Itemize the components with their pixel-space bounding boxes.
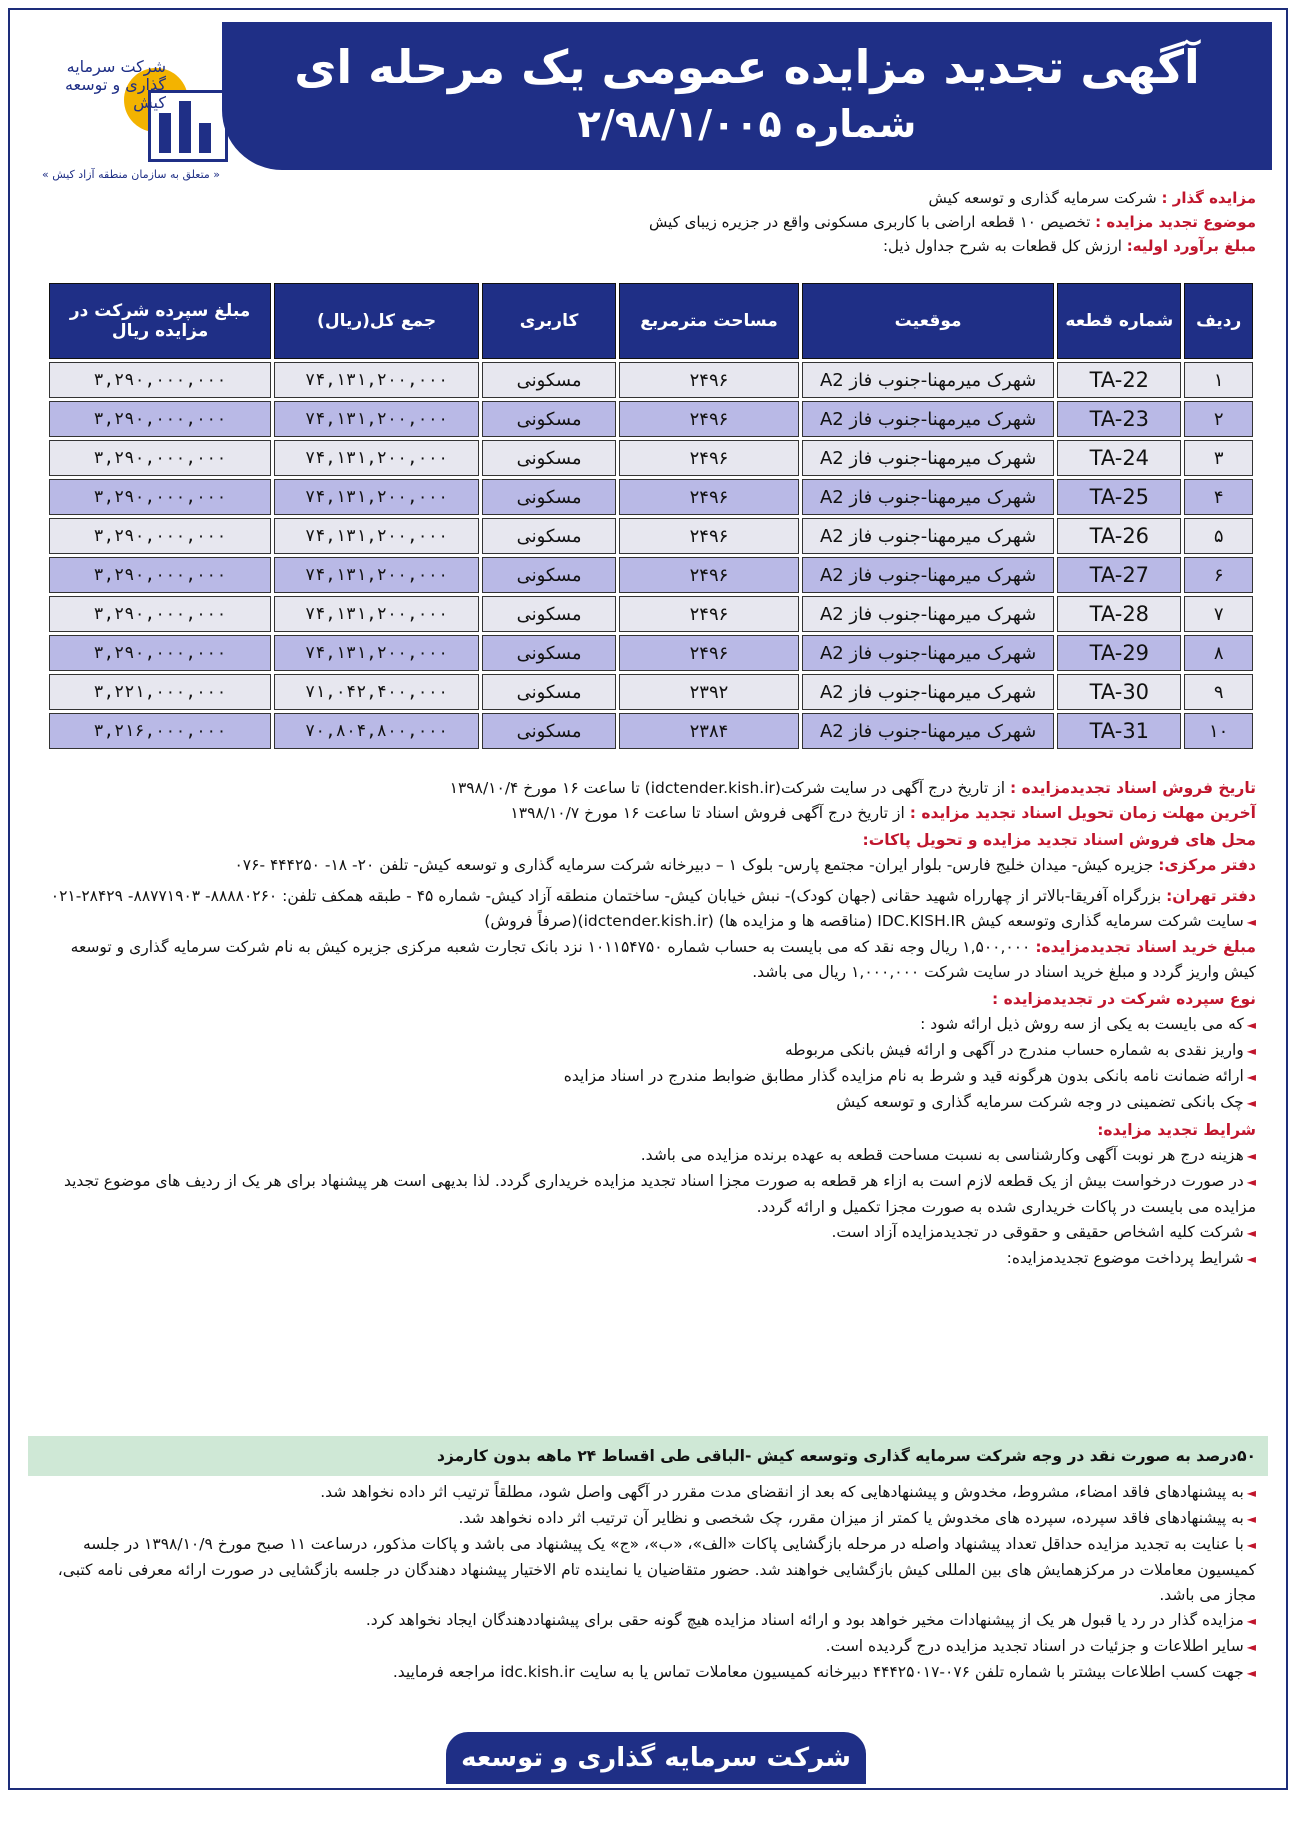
table-row	[49, 674, 1253, 710]
cell-area: ۲۴۹۶	[619, 401, 799, 437]
notice-title: آگهی تجدید مزایده عمومی یک مرحله ای	[294, 40, 1200, 94]
deposit-item: ◄ که می بایست به یکی از سه روش ذیل ارائه شود :	[40, 1012, 1256, 1038]
cell-usage: مسکونی	[482, 557, 616, 593]
payment-terms-band: ۵۰درصد به صورت نقد در وجه شرکت سرمایه گذاری وتوسعه کیش -الباقی طی اقساط ۲۴ ماهه بدون کارمزد	[28, 1436, 1268, 1476]
details-block	[40, 776, 1256, 1272]
cell-location: شهرک میرمهنا-جنوب فاز A2	[802, 557, 1054, 593]
table-row	[49, 518, 1253, 554]
deposit-heading: نوع سپرده شرکت در تجدیدمزایده :	[992, 990, 1256, 1008]
tehran-office-label: دفتر تهران:	[1166, 887, 1256, 905]
cell-usage: مسکونی	[482, 713, 616, 749]
rule-item: ◄ مزایده گذار در رد یا قبول هر یک از پیشنهادات مخیر خواهد بود و ارائه اسناد مزایده هیچ گونه حقی برای پیشنهاددهندگان ایجاد نخواهد کرد.	[40, 1608, 1256, 1634]
col-deposit: مبلغ سپرده شرکت در مزایده ریال	[49, 283, 271, 359]
cell-deposit: ۳,۲۹۰,۰۰۰,۰۰۰	[49, 440, 271, 476]
cell-location: شهرک میرمهنا-جنوب فاز A2	[802, 674, 1054, 710]
cell-lot-number: TA-28	[1057, 596, 1181, 632]
cell-area: ۲۳۹۲	[619, 674, 799, 710]
cell-row: ۷	[1184, 596, 1253, 632]
cell-total: ۷۴,۱۳۱,۲۰۰,۰۰۰	[274, 635, 479, 671]
cell-deposit: ۳,۲۱۶,۰۰۰,۰۰۰	[49, 713, 271, 749]
sale-date-label: تاریخ فروش اسناد تجدیدمزایده :	[1009, 779, 1256, 797]
cell-lot-number: TA-24	[1057, 440, 1181, 476]
cell-area: ۲۴۹۶	[619, 362, 799, 398]
rule-item: ◄ جهت کسب اطلاعات بیشتر با شماره تلفن ۰۷۶-۴۴۴۲۵۰۱۷ دبیرخانه کمیسیون معاملات تماس یا به سایت idc.kish.ir مراجعه فرمایید.	[40, 1660, 1256, 1686]
cell-area: ۲۴۹۶	[619, 596, 799, 632]
condition-item: ◄ در صورت درخواست بیش از یک قطعه لازم است به ازاء هر قطعه به صورت مجزا اسناد تجدید مزایده خریداری گردد. لذا بدیهی است هر پیشنهاد برای هر یک از ردیف های موضوع تجدید مزایده می بایست در پاکات خریداری شده به صورت مجزا تکمیل و ارائه گردد.	[40, 1169, 1256, 1220]
info-block	[40, 186, 1256, 258]
cell-lot-number: TA-29	[1057, 635, 1181, 671]
col-row: ردیف	[1184, 283, 1253, 359]
cell-area: ۲۴۹۶	[619, 557, 799, 593]
cell-area: ۲۴۹۶	[619, 440, 799, 476]
conditions-heading: شرایط تجدید مزایده:	[1097, 1121, 1256, 1139]
central-office-value: جزیره کیش- میدان خلیج فارس- بلوار ایران- مجتمع پارس- بلوک ۱ – دبیرخانه شرکت سرمایه گذاری و توسعه کیش- تلفن ۲۰- ۱۸- ۴۴۴۲۵۰ -۰۷۶	[234, 856, 1154, 874]
table-row	[49, 713, 1253, 749]
cell-lot-number: TA-27	[1057, 557, 1181, 593]
cell-usage: مسکونی	[482, 362, 616, 398]
table-row	[49, 479, 1253, 515]
cell-area: ۲۴۹۶	[619, 518, 799, 554]
subject-label: موضوع تجدید مزایده :	[1095, 213, 1256, 231]
organizer-value: شرکت سرمایه گذاری و توسعه کیش	[928, 189, 1157, 207]
deposit-item: ◄ واریز نقدی به شماره حساب مندرج در آگهی و ارائه فیش بانکی مربوطه	[40, 1038, 1256, 1064]
cell-deposit: ۳,۲۹۰,۰۰۰,۰۰۰	[49, 518, 271, 554]
cell-location: شهرک میرمهنا-جنوب فاز A2	[802, 479, 1054, 515]
rule-item: ◄ با عنایت به تجدید مزایده حداقل تعداد پیشنهاد واصله در مرحله بازگشایی پاکات «الف»، «ب»، «ج» یک پیشنهاد می باشد و پاکات مذکور، درساعت ۱۱ صبح مورخ ۱۳۹۸/۱۰/۹ در جلسه کمیسیون معاملات در مرکزهمایش های بین المللی کیش بازگشایی خواهند شد. حضور متقاضیان یا نماینده تام الاختیار پیشنهاد دهندگان در جلسه بازگشایی در صورت ارائه معرفی نامه کتبی، مجاز می باشد.	[40, 1532, 1256, 1608]
fee-value: ۱,۵۰۰,۰۰۰ ریال وجه نقد که می بایست به حساب شماره ۱۰۱۱۵۴۷۵۰ نزد بانک تجارت شعبه مرکزی جزیره کیش به نام شرکت سرمایه گذاری و توسعه کیش واریز گردد و مبلغ خرید اسناد در سایت شرکت ۱,۰۰۰,۰۰۰ ریال می باشد.	[70, 938, 1256, 981]
cell-row: ۳	[1184, 440, 1253, 476]
col-lot-number: شماره قطعه	[1057, 283, 1181, 359]
table-header-row	[49, 283, 1253, 359]
col-total: جمع کل(ریال)	[274, 283, 479, 359]
logo-subtitle: « متعلق به سازمان منطقه آزاد کیش »	[41, 168, 221, 181]
cell-total: ۷۴,۱۳۱,۲۰۰,۰۰۰	[274, 440, 479, 476]
lots-table	[46, 280, 1256, 752]
table-row	[49, 635, 1253, 671]
cell-lot-number: TA-26	[1057, 518, 1181, 554]
cell-total: ۷۴,۱۳۱,۲۰۰,۰۰۰	[274, 557, 479, 593]
cell-area: ۲۳۸۴	[619, 713, 799, 749]
footer-company-name: شرکت سرمایه گذاری و توسعه کیش	[446, 1732, 866, 1784]
table-row	[49, 401, 1253, 437]
table-row	[49, 440, 1253, 476]
cell-deposit: ۳,۲۹۰,۰۰۰,۰۰۰	[49, 479, 271, 515]
deposit-item: ◄ ارائه ضمانت نامه بانکی بدون هرگونه قید و شرط به نام مزایده گذار مطابق ضوابط مندرج در اسناد مزایده	[40, 1064, 1256, 1090]
subject-value: تخصیص ۱۰ قطعه اراضی با کاربری مسکونی واقع در جزیره زیبای کیش	[649, 213, 1091, 231]
cell-deposit: ۳,۲۹۰,۰۰۰,۰۰۰	[49, 401, 271, 437]
cell-lot-number: TA-30	[1057, 674, 1181, 710]
col-area: مساحت مترمربع	[619, 283, 799, 359]
col-usage: کاربری	[482, 283, 616, 359]
cell-row: ۲	[1184, 401, 1253, 437]
cell-usage: مسکونی	[482, 479, 616, 515]
cell-row: ۱۰	[1184, 713, 1253, 749]
rule-item: ◄ به پیشنهادهای فاقد امضاء، مشروط، مخدوش و پیشنهادهایی که بعد از انقضای مدت مقرر در آگهی واصل شود، مطلقاً ترتیب اثر داده نخواهد شد.	[40, 1480, 1256, 1506]
cell-row: ۸	[1184, 635, 1253, 671]
cell-usage: مسکونی	[482, 674, 616, 710]
cell-location: شهرک میرمهنا-جنوب فاز A2	[802, 518, 1054, 554]
notice-page	[8, 8, 1288, 1825]
organizer-label: مزایده گذار :	[1161, 189, 1256, 207]
cell-row: ۹	[1184, 674, 1253, 710]
central-office-label: دفتر مرکزی:	[1158, 856, 1256, 874]
fee-label: مبلغ خرید اسناد تجدیدمزایده:	[1035, 938, 1256, 956]
table-row	[49, 557, 1253, 593]
cell-total: ۷۴,۱۳۱,۲۰۰,۰۰۰	[274, 401, 479, 437]
logo-text: شرکت سرمایه گذاری و توسعه کیش	[64, 57, 166, 112]
cell-total: ۷۴,۱۳۱,۲۰۰,۰۰۰	[274, 596, 479, 632]
cell-usage: مسکونی	[482, 440, 616, 476]
rule-item: ◄ سایر اطلاعات و جزئیات در اسناد تجدید مزایده درج گردیده است.	[40, 1634, 1256, 1660]
deadline-label: آخرین مهلت زمان تحویل اسناد تجدید مزایده :	[909, 804, 1256, 822]
cell-lot-number: TA-31	[1057, 713, 1181, 749]
cell-usage: مسکونی	[482, 635, 616, 671]
cell-row: ۱	[1184, 362, 1253, 398]
notice-number: شماره ۲/۹۸/۱/۰۰۵	[577, 102, 917, 146]
cell-location: شهرک میرمهنا-جنوب فاز A2	[802, 440, 1054, 476]
cell-total: ۷۰,۸۰۴,۸۰۰,۰۰۰	[274, 713, 479, 749]
cell-area: ۲۴۹۶	[619, 635, 799, 671]
cell-usage: مسکونی	[482, 401, 616, 437]
cell-total: ۷۱,۰۴۲,۴۰۰,۰۰۰	[274, 674, 479, 710]
cell-usage: مسکونی	[482, 518, 616, 554]
site-line: ◄ سایت شرکت سرمایه گذاری وتوسعه کیش IDC.KISH.IR (مناقصه ها و مزایده ها) (idctender.kish.ir)(صرفاً فروش)	[40, 909, 1256, 935]
table-row	[49, 596, 1253, 632]
cell-deposit: ۳,۲۹۰,۰۰۰,۰۰۰	[49, 596, 271, 632]
cell-row: ۵	[1184, 518, 1253, 554]
sale-date-value: از تاریخ درج آگهی در سایت شرکت(idctender.kish.ir) تا ساعت ۱۶ مورخ ۱۳۹۸/۱۰/۴	[449, 779, 1006, 797]
company-logo	[36, 28, 226, 181]
cell-location: شهرک میرمهنا-جنوب فاز A2	[802, 596, 1054, 632]
cell-location: شهرک میرمهنا-جنوب فاز A2	[802, 713, 1054, 749]
estimate-label: مبلغ برآورد اولیه:	[1126, 237, 1256, 255]
cell-row: ۶	[1184, 557, 1253, 593]
table-row	[49, 362, 1253, 398]
header-banner	[222, 22, 1272, 170]
rule-item: ◄ به پیشنهادهای فاقد سپرده، سپرده های مخدوش یا کمتر از میزان مقرر، چک شخصی و نظایر آن ترتیب اثر داده نخواهد شد.	[40, 1506, 1256, 1532]
condition-item: ◄ هزینه درج هر نوبت آگهی وکارشناسی به نسبت مساحت قطعه به عهده برنده مزایده می باشد.	[40, 1143, 1256, 1169]
condition-item: ◄ شرایط پرداخت موضوع تجدیدمزایده:	[40, 1246, 1256, 1272]
cell-total: ۷۴,۱۳۱,۲۰۰,۰۰۰	[274, 479, 479, 515]
cell-area: ۲۴۹۶	[619, 479, 799, 515]
cell-location: شهرک میرمهنا-جنوب فاز A2	[802, 401, 1054, 437]
cell-lot-number: TA-23	[1057, 401, 1181, 437]
cell-lot-number: TA-25	[1057, 479, 1181, 515]
cell-total: ۷۴,۱۳۱,۲۰۰,۰۰۰	[274, 518, 479, 554]
deadline-value: از تاریخ درج آگهی فروش اسناد تا ساعت ۱۶ مورخ ۱۳۹۸/۱۰/۷	[510, 804, 905, 822]
cell-deposit: ۳,۲۹۰,۰۰۰,۰۰۰	[49, 362, 271, 398]
cell-row: ۴	[1184, 479, 1253, 515]
cell-lot-number: TA-22	[1057, 362, 1181, 398]
deposit-item: ◄ چک بانکی تضمینی در وجه شرکت سرمایه گذاری و توسعه کیش	[40, 1090, 1256, 1116]
cell-location: شهرک میرمهنا-جنوب فاز A2	[802, 362, 1054, 398]
condition-item: ◄ شرکت کلیه اشخاص حقیقی و حقوقی در تجدیدمزایده آزاد است.	[40, 1220, 1256, 1246]
tehran-office-value: بزرگراه آفریقا-بالاتر از چهارراه شهید حقانی (جهان کودک)- نبش خیابان کیش- ساختمان منطقه آزاد کیش- شماره ۴۵ - طبقه همکف تلفن: ۸۸۸۸۰۲۶۰- ۸۸۷۷۱۹۰۳- ۲۸۴۲۹-۰۲۱	[50, 887, 1162, 905]
rules-block	[40, 1480, 1256, 1686]
cell-total: ۷۴,۱۳۱,۲۰۰,۰۰۰	[274, 362, 479, 398]
places-heading: محل های فروش اسناد تجدید مزایده و تحویل پاکات:	[862, 831, 1256, 849]
cell-location: شهرک میرمهنا-جنوب فاز A2	[802, 635, 1054, 671]
cell-deposit: ۳,۲۲۱,۰۰۰,۰۰۰	[49, 674, 271, 710]
col-location: موقعیت	[802, 283, 1054, 359]
estimate-value: ارزش کل قطعات به شرح جداول ذیل:	[882, 237, 1122, 255]
cell-deposit: ۳,۲۹۰,۰۰۰,۰۰۰	[49, 635, 271, 671]
cell-usage: مسکونی	[482, 596, 616, 632]
cell-deposit: ۳,۲۹۰,۰۰۰,۰۰۰	[49, 557, 271, 593]
